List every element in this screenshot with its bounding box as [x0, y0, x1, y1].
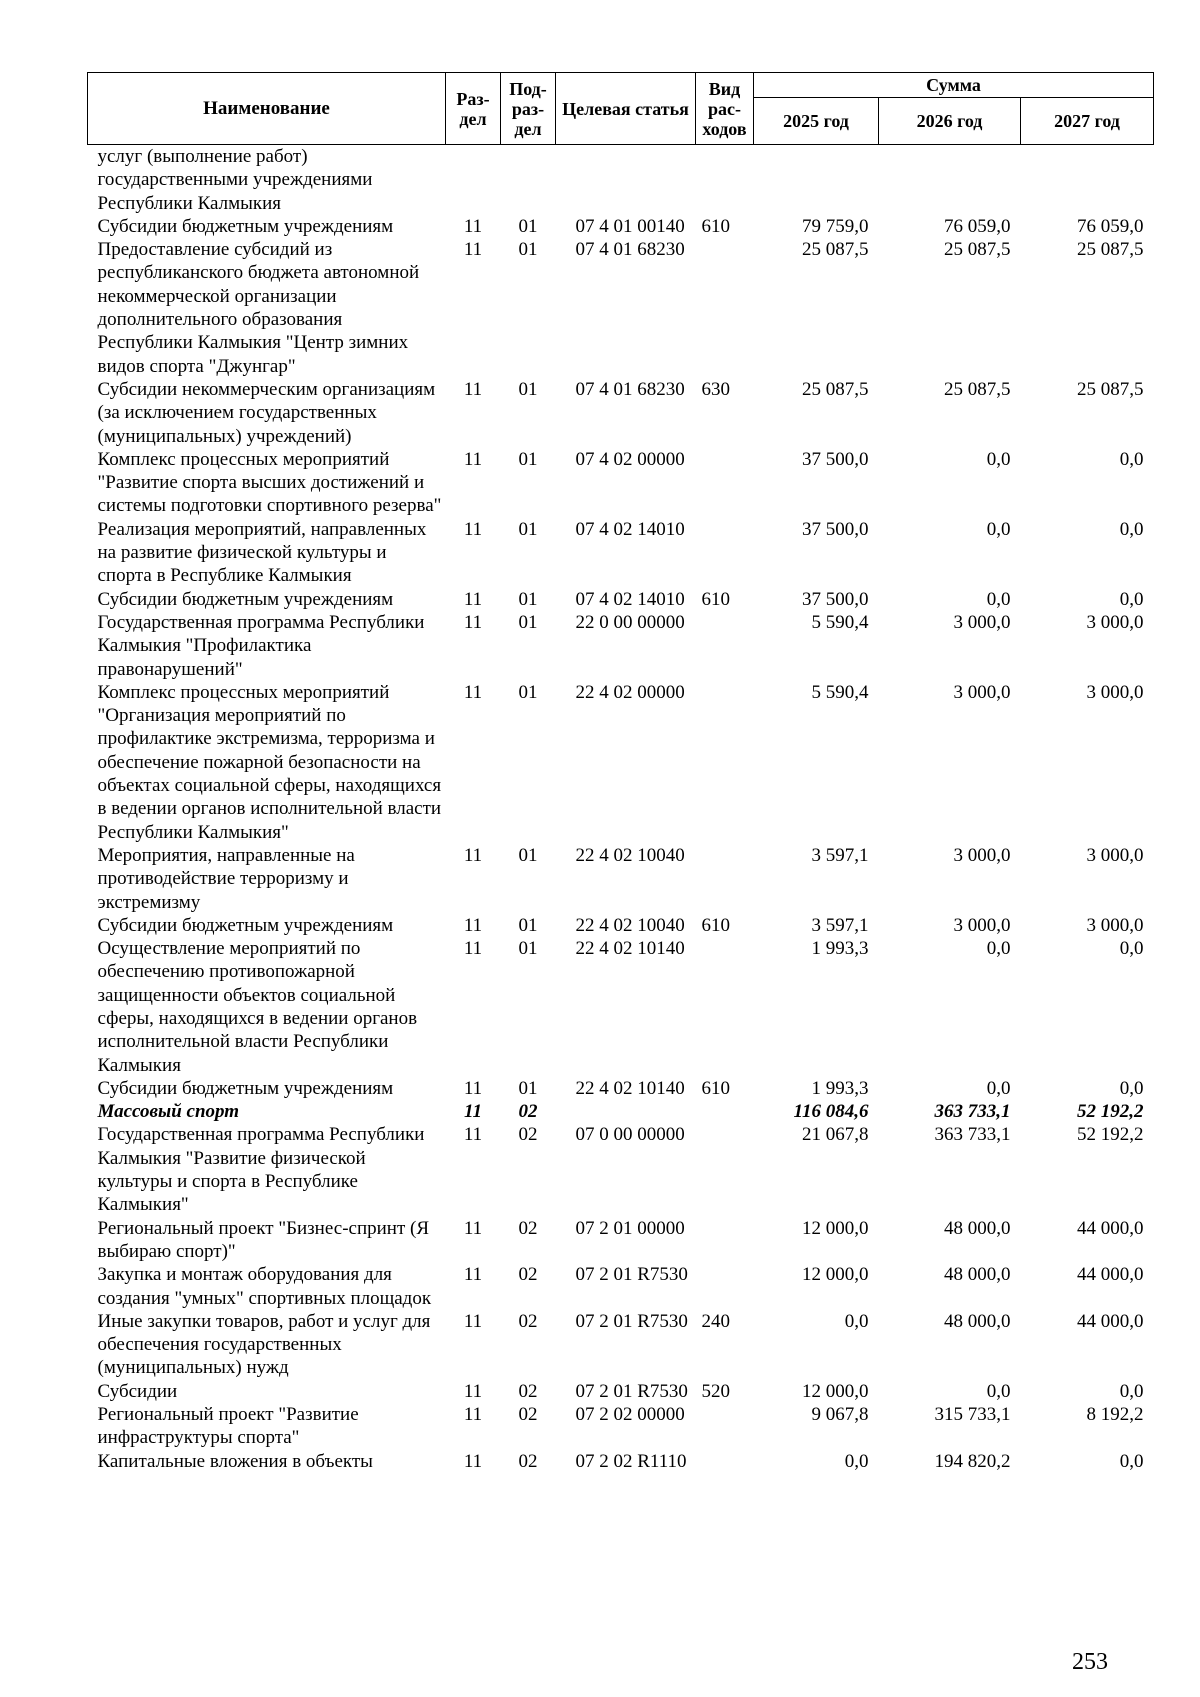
cell-name: Субсидии бюджетным учреждениям — [97, 215, 394, 237]
cell-podrazdel: 01 — [518, 448, 538, 470]
cell-vid: 610 — [701, 1077, 730, 1099]
cell-name: Субсидии бюджетным учреждениям — [97, 588, 394, 610]
cell-razdel: 11 — [463, 844, 483, 866]
table-row — [88, 238, 1154, 378]
cell-celevaya: 07 4 02 14010 — [575, 518, 685, 540]
cell-razdel: 11 — [463, 378, 483, 400]
cell-2027: 44 000,0 — [1077, 1264, 1144, 1286]
cell-2025: 25 087,5 — [802, 239, 869, 261]
cell-2027: 3 000,0 — [1086, 611, 1144, 633]
cell-name: услуг (выполнение работ) государственными учреждениями Республики Калмыкия — [97, 146, 373, 214]
cell-celevaya: 07 2 01 R7530 — [575, 1264, 688, 1286]
cell-2027: 0,0 — [1119, 1077, 1144, 1099]
table-row — [88, 518, 1154, 588]
cell-razdel — [446, 145, 501, 215]
cell-2027: 44 000,0 — [1077, 1310, 1144, 1332]
cell-name: Субсидии — [97, 1380, 178, 1402]
cell-2026: 25 087,5 — [944, 239, 1011, 261]
cell-2025: 116 084,6 — [793, 1101, 869, 1123]
cell-vid — [696, 238, 754, 378]
cell-vid: 520 — [701, 1380, 730, 1402]
cell-2025: 37 500,0 — [802, 448, 869, 470]
cell-razdel: 11 — [463, 681, 483, 703]
table-row — [88, 1217, 1154, 1264]
cell-razdel: 11 — [463, 239, 483, 261]
cell-vid — [696, 1403, 754, 1450]
cell-name: Субсидии некоммерческим организациям (за исключением государственных (муниципальных) учреждений) — [97, 378, 436, 447]
header-year-2026: 2026 год — [879, 98, 1021, 145]
cell-2027: 0,0 — [1119, 518, 1144, 540]
cell-2027: 44 000,0 — [1077, 1217, 1144, 1239]
cell-celevaya: 07 4 02 00000 — [575, 448, 685, 470]
cell-name: Закупка и монтаж оборудования для создания "умных" спортивных площадок — [97, 1264, 432, 1309]
cell-celevaya — [556, 1100, 696, 1123]
table-row — [88, 448, 1154, 518]
cell-2025: 3 597,1 — [811, 844, 869, 866]
cell-celevaya: 07 2 01 R7530 — [575, 1310, 688, 1332]
cell-podrazdel: 01 — [518, 215, 538, 237]
cell-podrazdel: 01 — [518, 588, 538, 610]
cell-2025: 21 067,8 — [802, 1124, 869, 1146]
table-row — [88, 1380, 1154, 1403]
cell-celevaya: 07 2 01 R7530 — [575, 1380, 688, 1402]
table-row — [88, 588, 1154, 611]
cell-2026: 25 087,5 — [944, 378, 1011, 400]
table-row — [88, 1100, 1154, 1123]
cell-vid: 630 — [701, 378, 730, 400]
cell-razdel: 11 — [463, 1077, 483, 1099]
cell-celevaya: 07 4 02 14010 — [575, 588, 685, 610]
cell-2026: 194 820,2 — [934, 1450, 1011, 1472]
cell-podrazdel: 02 — [518, 1101, 538, 1123]
table-row — [88, 1403, 1154, 1450]
cell-2027 — [1021, 145, 1154, 215]
cell-podrazdel: 01 — [518, 938, 538, 960]
header-name: Наименование — [88, 73, 446, 145]
cell-2026: 3 000,0 — [953, 611, 1011, 633]
cell-podrazdel: 01 — [518, 914, 538, 936]
cell-podrazdel: 01 — [518, 518, 538, 540]
header-summa: Сумма — [754, 73, 1154, 98]
cell-2025: 25 087,5 — [802, 378, 869, 400]
cell-razdel: 11 — [463, 938, 483, 960]
cell-vid: 610 — [701, 588, 730, 610]
cell-celevaya: 07 0 00 00000 — [575, 1124, 685, 1146]
cell-2025: 79 759,0 — [802, 215, 869, 237]
cell-razdel: 11 — [463, 1380, 483, 1402]
table-header — [88, 73, 1154, 145]
table-row — [88, 1077, 1154, 1100]
cell-2027: 0,0 — [1119, 938, 1144, 960]
cell-2026: 363 733,1 — [934, 1101, 1011, 1123]
cell-razdel: 11 — [463, 588, 483, 610]
table-body — [88, 145, 1154, 1473]
header-year-2027: 2027 год — [1021, 98, 1154, 145]
cell-name: Массовый спорт — [97, 1101, 240, 1123]
cell-podrazdel: 01 — [518, 378, 538, 400]
cell-2025: 3 597,1 — [811, 914, 869, 936]
table-row — [88, 611, 1154, 681]
cell-2027: 3 000,0 — [1086, 681, 1144, 703]
cell-2025: 1 993,3 — [811, 1077, 869, 1099]
cell-celevaya: 07 4 01 68230 — [575, 378, 685, 400]
cell-2026: 0,0 — [986, 448, 1011, 470]
cell-celevaya: 07 4 01 00140 — [575, 215, 685, 237]
cell-razdel: 11 — [463, 1217, 483, 1239]
table-row — [88, 1450, 1154, 1473]
cell-name: Капитальные вложения в объекты — [97, 1450, 373, 1472]
cell-name: Комплекс процессных мероприятий "Развитие спорта высших достижений и системы подготовки спортивного резерва" — [97, 448, 442, 517]
cell-2027: 52 192,2 — [1077, 1101, 1144, 1123]
cell-vid — [696, 448, 754, 518]
cell-vid — [696, 937, 754, 1077]
cell-2025: 1 993,3 — [811, 938, 869, 960]
cell-2026: 0,0 — [986, 1380, 1011, 1402]
cell-2025: 5 590,4 — [811, 611, 869, 633]
cell-name: Комплекс процессных мероприятий "Организация мероприятий по профилактике экстремизма, терроризма и обеспечение пожарной безопасности на объектах социальной сферы, находящихся в ведении органов исполнительной власти Республики Калмыкия" — [97, 681, 442, 843]
cell-razdel: 11 — [463, 1264, 483, 1286]
cell-2026: 3 000,0 — [953, 914, 1011, 936]
cell-vid — [696, 145, 754, 215]
cell-vid — [696, 1263, 754, 1310]
cell-2026 — [879, 145, 1021, 215]
cell-podrazdel: 02 — [518, 1264, 538, 1286]
table-row — [88, 937, 1154, 1077]
header-celevaya: Целевая статья — [556, 73, 696, 145]
header-podrazdel: Под-раз-дел — [501, 73, 556, 145]
cell-celevaya: 07 2 02 R1110 — [575, 1450, 687, 1472]
cell-2025: 12 000,0 — [802, 1217, 869, 1239]
cell-podrazdel: 02 — [518, 1450, 538, 1472]
header-vid: Вид рас-ходов — [696, 73, 754, 145]
cell-vid — [696, 681, 754, 844]
cell-2027: 3 000,0 — [1086, 844, 1144, 866]
cell-celevaya: 07 2 01 00000 — [575, 1217, 685, 1239]
cell-2025: 37 500,0 — [802, 518, 869, 540]
cell-name: Государственная программа Республики Калмыкия "Развитие физической культуры и спорта в Республике Калмыкия" — [97, 1124, 425, 1216]
cell-celevaya: 07 2 02 00000 — [575, 1404, 685, 1426]
cell-2027: 8 192,2 — [1086, 1404, 1144, 1426]
cell-2026: 48 000,0 — [944, 1310, 1011, 1332]
cell-celevaya: 22 4 02 10140 — [575, 1077, 685, 1099]
cell-razdel: 11 — [463, 914, 483, 936]
cell-2027: 0,0 — [1119, 1450, 1144, 1472]
cell-name: Иные закупки товаров, работ и услуг для обеспечения государственных (муниципальных) нужд — [97, 1310, 431, 1379]
cell-vid — [696, 1217, 754, 1264]
cell-podrazdel: 01 — [518, 681, 538, 703]
table-row — [88, 1123, 1154, 1216]
cell-2025 — [754, 145, 879, 215]
cell-2025: 9 067,8 — [811, 1404, 869, 1426]
cell-2025: 0,0 — [844, 1310, 869, 1332]
cell-vid — [696, 518, 754, 588]
table-row — [88, 1263, 1154, 1310]
cell-vid — [696, 1100, 754, 1123]
cell-podrazdel — [501, 145, 556, 215]
header-razdel: Раз-дел — [446, 73, 501, 145]
header-year-2025: 2025 год — [754, 98, 879, 145]
cell-razdel: 11 — [463, 611, 483, 633]
table-row — [88, 378, 1154, 448]
cell-celevaya: 22 4 02 10140 — [575, 938, 685, 960]
cell-razdel: 11 — [463, 1124, 483, 1146]
cell-2026: 76 059,0 — [944, 215, 1011, 237]
cell-razdel: 11 — [463, 215, 483, 237]
cell-2026: 363 733,1 — [934, 1124, 1011, 1146]
cell-2025: 12 000,0 — [802, 1380, 869, 1402]
cell-celevaya: 07 4 01 68230 — [575, 239, 685, 261]
cell-2027: 3 000,0 — [1086, 914, 1144, 936]
cell-podrazdel: 02 — [518, 1310, 538, 1332]
cell-razdel: 11 — [463, 1310, 483, 1332]
cell-vid — [696, 1123, 754, 1216]
cell-celevaya — [556, 145, 696, 215]
cell-vid: 610 — [701, 914, 730, 936]
cell-name: Мероприятия, направленные на противодействие терроризму и экстремизму — [97, 844, 355, 913]
cell-name: Региональный проект "Развитие инфраструктуры спорта" — [97, 1404, 359, 1449]
cell-2025: 12 000,0 — [802, 1264, 869, 1286]
table-row — [88, 844, 1154, 914]
cell-2026: 3 000,0 — [953, 681, 1011, 703]
cell-2027: 52 192,2 — [1077, 1124, 1144, 1146]
cell-podrazdel: 01 — [518, 611, 538, 633]
cell-2026: 3 000,0 — [953, 844, 1011, 866]
cell-celevaya: 22 4 02 10040 — [575, 914, 685, 936]
cell-2025: 0,0 — [844, 1450, 869, 1472]
cell-podrazdel: 02 — [518, 1124, 538, 1146]
cell-vid: 240 — [701, 1310, 730, 1332]
cell-razdel: 11 — [463, 1450, 483, 1472]
cell-vid — [696, 1450, 754, 1473]
cell-2026: 0,0 — [986, 938, 1011, 960]
cell-razdel: 11 — [463, 448, 483, 470]
cell-name: Государственная программа Республики Калмыкия "Профилактика правонарушений" — [97, 611, 425, 680]
cell-2025: 5 590,4 — [811, 681, 869, 703]
table-row — [88, 914, 1154, 937]
cell-2026: 0,0 — [986, 518, 1011, 540]
cell-podrazdel: 02 — [518, 1404, 538, 1426]
cell-vid: 610 — [701, 215, 730, 237]
cell-2027: 25 087,5 — [1077, 239, 1144, 261]
cell-podrazdel: 01 — [518, 1077, 538, 1099]
cell-2027: 0,0 — [1119, 448, 1144, 470]
cell-razdel: 11 — [463, 518, 483, 540]
cell-2026: 315 733,1 — [934, 1404, 1011, 1426]
cell-razdel: 11 — [463, 1404, 483, 1426]
cell-celevaya: 22 4 02 00000 — [575, 681, 685, 703]
cell-name: Субсидии бюджетным учреждениям — [97, 1077, 394, 1099]
cell-name: Осуществление мероприятий по обеспечению противопожарной защищенности объектов социальной сферы, находящихся в ведении органов исполнительной власти Республики Калмыкия — [97, 938, 418, 1076]
cell-celevaya: 22 0 00 00000 — [575, 611, 685, 633]
cell-podrazdel: 01 — [518, 239, 538, 261]
cell-2027: 0,0 — [1119, 588, 1144, 610]
cell-celevaya: 22 4 02 10040 — [575, 844, 685, 866]
cell-2025: 37 500,0 — [802, 588, 869, 610]
cell-podrazdel: 02 — [518, 1217, 538, 1239]
page-number: 253 — [1072, 1649, 1108, 1675]
table-row — [88, 1310, 1154, 1380]
cell-vid — [696, 611, 754, 681]
cell-podrazdel: 01 — [518, 844, 538, 866]
cell-2027: 0,0 — [1119, 1380, 1144, 1402]
cell-2026: 0,0 — [986, 588, 1011, 610]
cell-name: Предоставление субсидий из республиканского бюджета автономной некоммерческой организации дополнительного образования Республики Калмыкия "Центр зимних видов спорта "Джунгар" — [97, 239, 420, 377]
table-row — [88, 215, 1154, 238]
cell-2026: 0,0 — [986, 1077, 1011, 1099]
cell-2027: 25 087,5 — [1077, 378, 1144, 400]
cell-podrazdel: 02 — [518, 1380, 538, 1402]
cell-razdel: 11 — [464, 1101, 482, 1123]
cell-name: Субсидии бюджетным учреждениям — [97, 914, 394, 936]
budget-table — [87, 72, 1154, 1473]
cell-2026: 48 000,0 — [944, 1264, 1011, 1286]
table-row — [88, 145, 1154, 215]
cell-2027: 76 059,0 — [1077, 215, 1144, 237]
cell-name: Реализация мероприятий, направленных на развитие физической культуры и спорта в Республике Калмыкия — [97, 518, 427, 587]
cell-2026: 48 000,0 — [944, 1217, 1011, 1239]
cell-name: Региональный проект "Бизнес-спринт (Я выбираю спорт)" — [97, 1217, 430, 1262]
cell-vid — [696, 844, 754, 914]
table-row — [88, 681, 1154, 844]
